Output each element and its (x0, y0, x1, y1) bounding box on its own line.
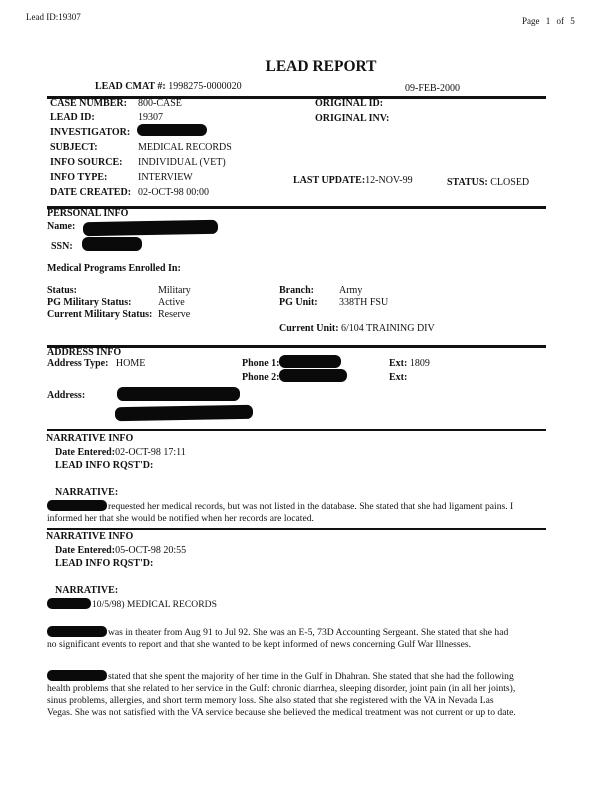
date-entered-value: 05-OCT-98 20:55 (115, 545, 187, 556)
current-unit-value: 6/104 TRAINING DIV (341, 323, 435, 334)
lead-info-rqstd-label: LEAD INFO RQST'D: (55, 460, 154, 471)
narrative-paragraph (47, 670, 517, 719)
ext1 (389, 358, 430, 369)
branch-value: Army (339, 285, 363, 296)
pg-unit-label: PG Unit: (279, 297, 318, 308)
phone2-redaction (279, 369, 347, 382)
date-created-value: 02-OCT-98 00:00 (138, 187, 210, 198)
name-redaction (47, 670, 107, 681)
header-lead-id-label: Lead ID: (26, 12, 59, 22)
current-unit (279, 323, 435, 334)
header-lead-id-value: 19307 (58, 12, 81, 22)
investigator-label: INVESTIGATOR: (50, 127, 131, 138)
narrative-paragraph (47, 500, 517, 525)
cmat-label: LEAD CMAT #: (95, 81, 166, 92)
page-total: 5 (570, 16, 575, 26)
date-entered (55, 447, 186, 458)
current-military-status-value: Reserve (158, 309, 191, 320)
narrative-label: NARRATIVE: (55, 487, 119, 498)
date-entered-label: Date Entered: (55, 447, 116, 458)
divider (47, 528, 546, 530)
ssn-redaction (82, 237, 142, 251)
status-label: STATUS: (447, 177, 488, 188)
address-type (47, 358, 145, 369)
divider (47, 429, 546, 431)
original-inv-label: ORIGINAL INV: (315, 113, 390, 124)
lead-id-label: LEAD ID: (50, 112, 95, 123)
personal-info-title: PERSONAL INFO (47, 208, 129, 219)
case-number-label: CASE NUMBER: (50, 98, 127, 109)
status-field-label: Status: (47, 285, 78, 296)
narrative-paragraph (47, 626, 517, 651)
lead-id-value: 19307 (138, 112, 163, 123)
narrative-label: NARRATIVE: (55, 585, 119, 596)
last-update (293, 175, 413, 186)
page-indicator (522, 16, 575, 26)
page-current: 1 (545, 16, 551, 26)
subject-label: SUBJECT: (50, 142, 98, 153)
status-value: CLOSED (490, 177, 530, 188)
date-entered-value: 02-OCT-98 17:11 (115, 447, 186, 458)
page-label: Page (522, 16, 540, 26)
name-redaction (47, 500, 107, 511)
investigator-redaction (137, 124, 207, 136)
case-number-value: 800-CASE (138, 98, 182, 109)
page-title-text: LEAD REPORT (265, 58, 377, 75)
status (447, 177, 529, 188)
cmat-line (95, 81, 242, 92)
address-label: Address: (47, 390, 86, 401)
info-type-label: INFO TYPE: (50, 172, 108, 183)
date-entered (55, 545, 186, 556)
name-redaction (47, 626, 107, 637)
cmat-value: 1998275-0000020 (168, 81, 242, 92)
subject-value: MEDICAL RECORDS (138, 142, 232, 153)
current-military-status-label: Current Military Status: (47, 309, 153, 320)
info-source-value: INDIVIDUAL (VET) (138, 157, 226, 168)
date-entered-label: Date Entered: (55, 545, 116, 556)
page-title (0, 58, 612, 76)
ext1-value: 1809 (409, 358, 430, 369)
last-update-label: LAST UPDATE: (293, 175, 366, 186)
info-type-value: INTERVIEW (138, 172, 193, 183)
info-source-label: INFO SOURCE: (50, 157, 123, 168)
address-type-value: HOME (115, 358, 146, 369)
narrative-text: 10/5/98) MEDICAL RECORDS (92, 599, 217, 610)
name-label: Name: (47, 221, 76, 232)
narrative-info-title: NARRATIVE INFO (46, 531, 134, 542)
current-unit-label: Current Unit: (279, 323, 339, 334)
narrative-info-title: NARRATIVE INFO (46, 433, 134, 444)
narrative-paragraph (47, 598, 517, 611)
lead-info-rqstd-label: LEAD INFO RQST'D: (55, 558, 154, 569)
last-update-value: 12-NOV-99 (365, 175, 413, 186)
original-id-label: ORIGINAL ID: (315, 98, 384, 109)
address-info-title: ADDRESS INFO (47, 347, 122, 358)
phone1-label: Phone 1: (242, 358, 280, 369)
programs-label: Medical Programs Enrolled In: (47, 263, 181, 274)
ext1-label: Ext: (389, 358, 408, 369)
address-type-label: Address Type: (47, 358, 109, 369)
name-redaction (47, 598, 91, 609)
pg-military-status-value: Active (158, 297, 185, 308)
header-lead-id (26, 12, 81, 22)
date-created-label: DATE CREATED: (50, 187, 132, 198)
ext2-label: Ext: (389, 372, 408, 383)
narrative-text: requested her medical records, but was not listed in the database. She stated that she had ligament pains. I informed her that she would be notified when her records are located. (47, 501, 514, 524)
narrative-text: stated that she spent the majority of her time in the Gulf in Dhahran. She stated that she had the following health problems that she related to her service in the Gulf: chronic diarrhea, sleeping disorder, joint pain (in all her joints), sinus problems, allergies, and short term memory loss. She also stated that she registered with the VA in Nevada Las Vegas. She was not satisfied with the VA service because she believed the medical treatment was not current or up to date. (47, 671, 516, 718)
report-date: 09-FEB-2000 (405, 83, 460, 94)
status-field-value: Military (158, 285, 191, 296)
phone2-label: Phone 2: (242, 372, 280, 383)
narrative-text: was in theater from Aug 91 to Jul 92. She was an E-5, 73D Accounting Sergeant. She stated that she had no significant events to report and that she wanted to be kept informed of news concerning Gulf War Illnesses. (47, 627, 509, 650)
address-line2-redaction (115, 405, 253, 421)
branch-label: Branch: (279, 285, 314, 296)
pg-military-status-label: PG Military Status: (47, 297, 132, 308)
address-line1-redaction (117, 387, 240, 401)
divider (47, 345, 546, 348)
pg-unit-value: 338TH FSU (339, 297, 389, 308)
name-redaction (83, 220, 218, 236)
page-of: of (556, 16, 564, 26)
ssn-label: SSN: (51, 241, 73, 252)
phone1-redaction (279, 355, 341, 368)
